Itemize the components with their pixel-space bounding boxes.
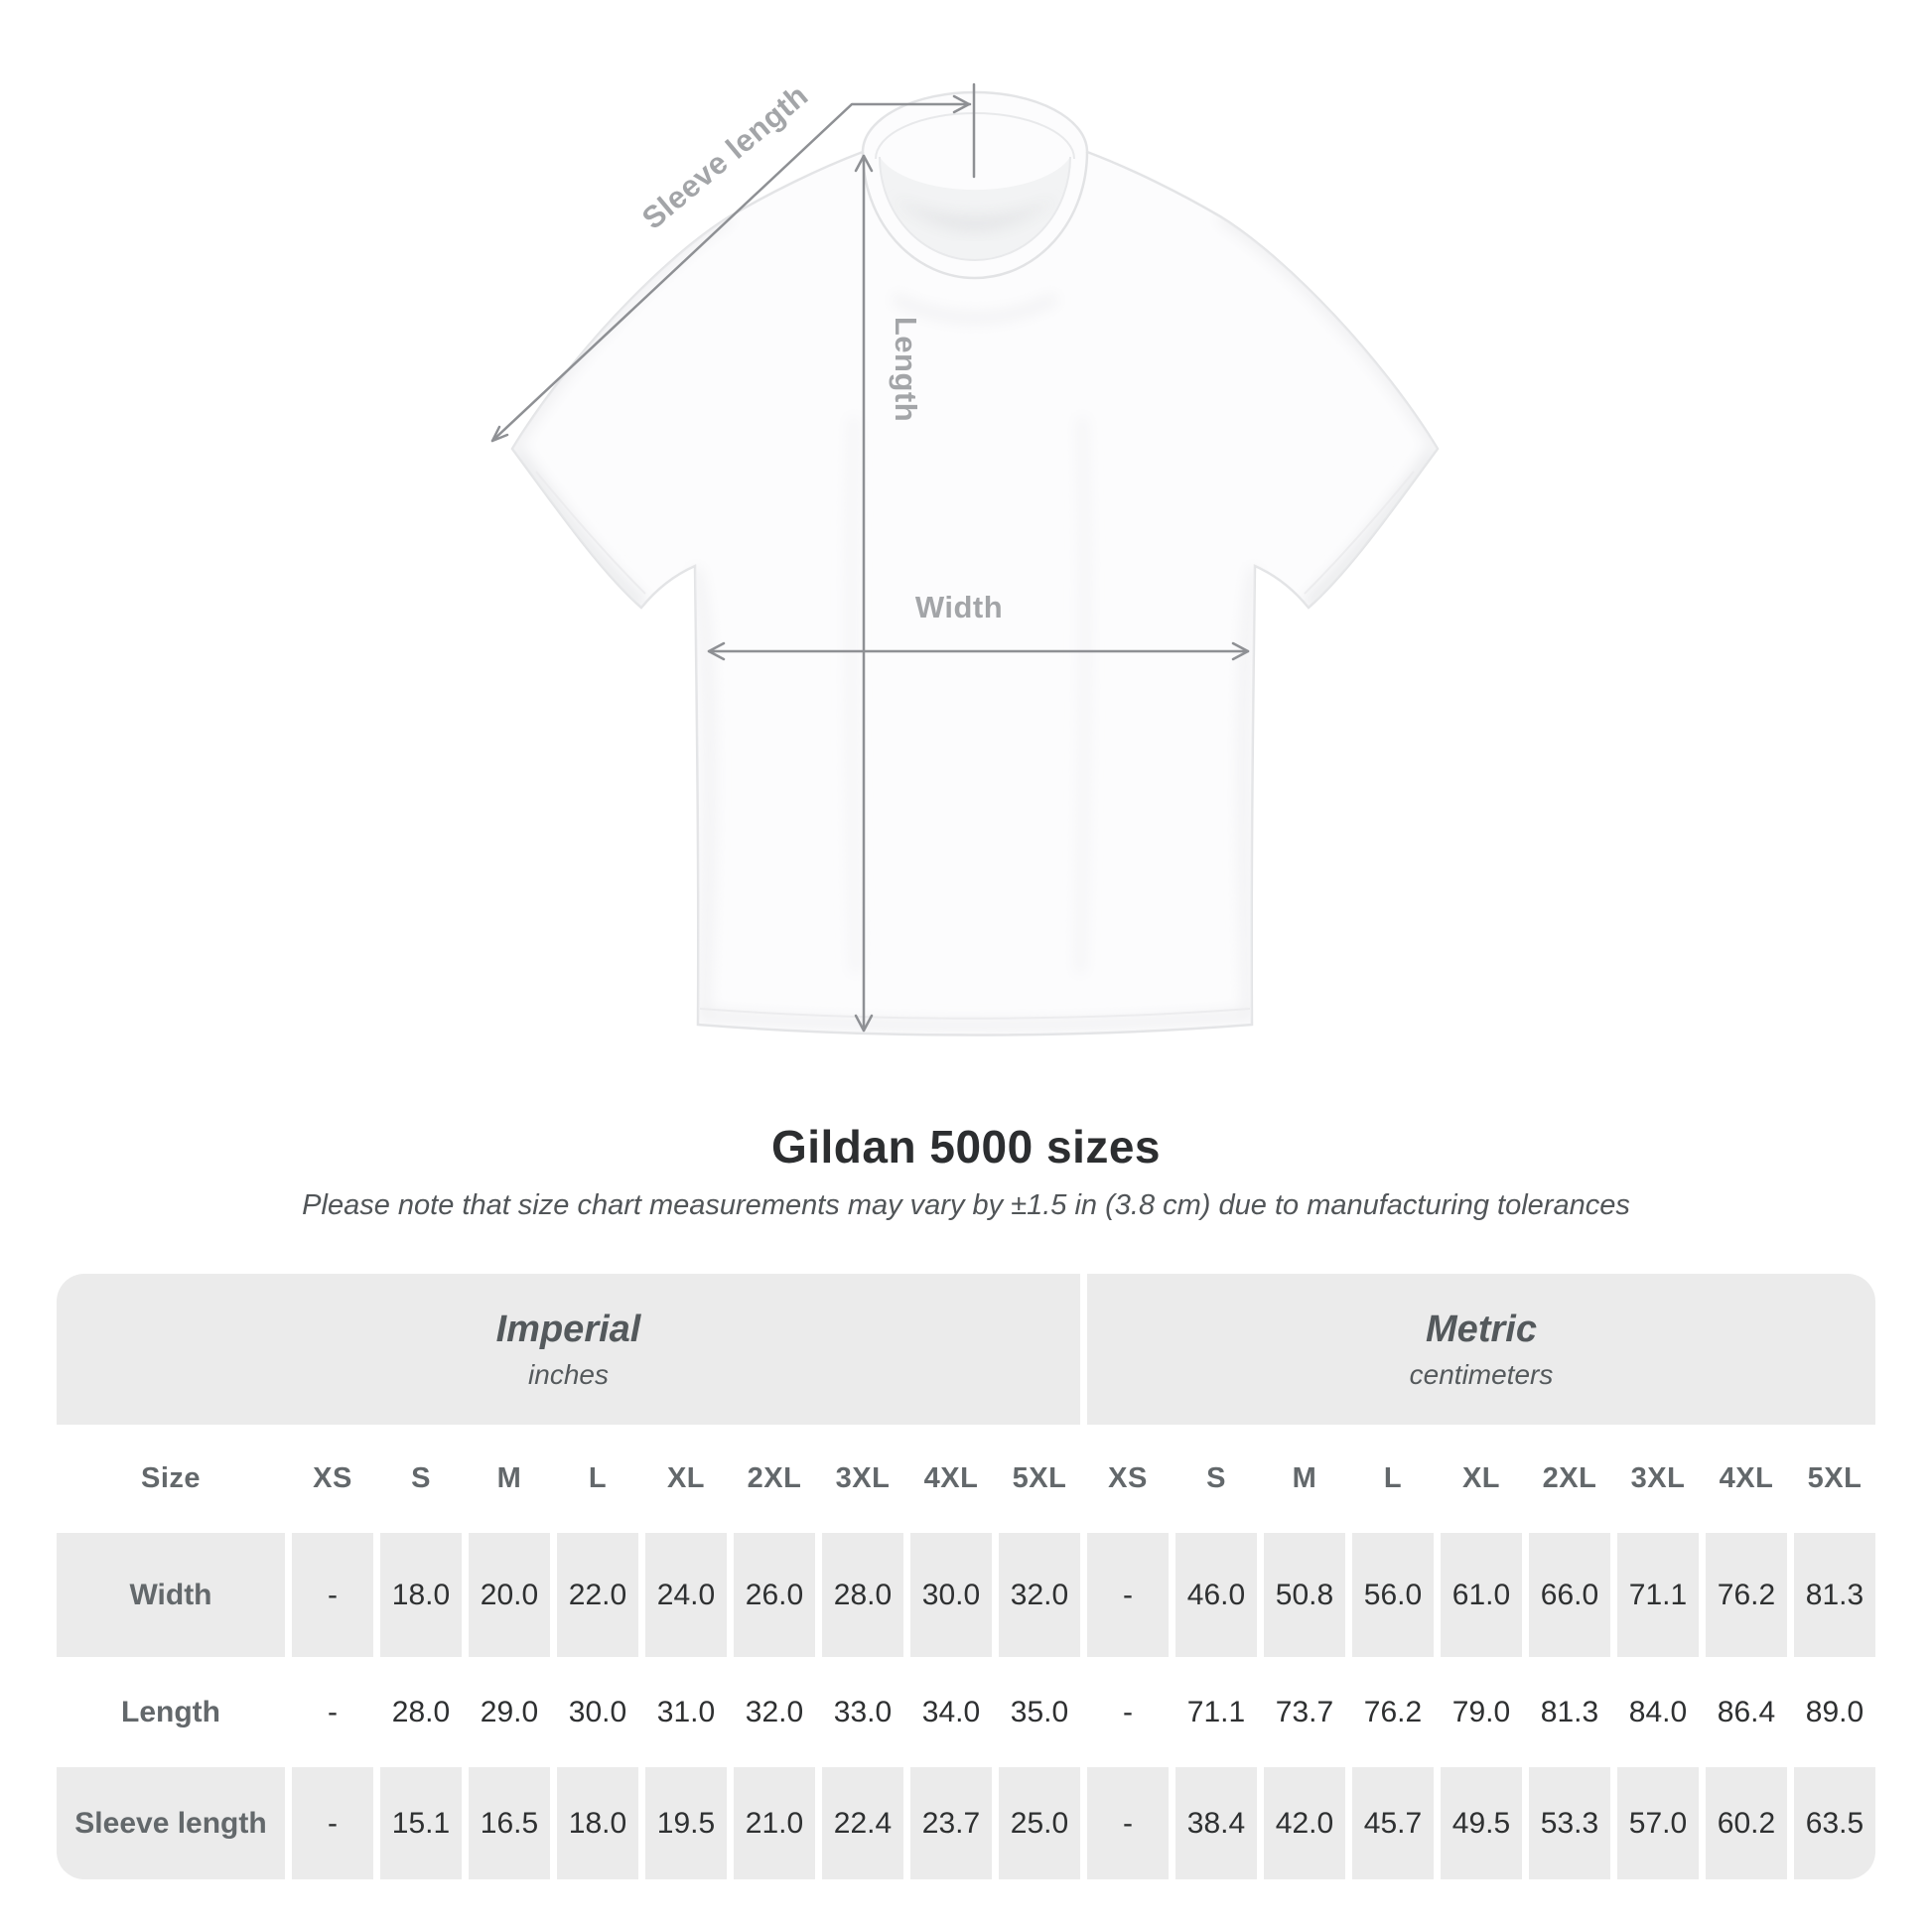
table-cell: 76.2: [1363, 1695, 1423, 1728]
table-cell: 81.3: [1540, 1695, 1599, 1728]
size-col-header: M: [496, 1462, 522, 1494]
unit-group-imperial: [57, 1274, 1080, 1425]
size-col-header: 3XL: [1630, 1462, 1686, 1494]
table-cell: 73.7: [1275, 1695, 1334, 1728]
table-cell: 32.0: [745, 1695, 804, 1728]
table-cell: 18.0: [557, 1767, 638, 1879]
size-col-header: XL: [666, 1462, 706, 1494]
size-col-header: S: [1206, 1462, 1226, 1494]
table-cell: 45.7: [1352, 1767, 1434, 1879]
row-label: Width: [57, 1533, 285, 1657]
table-cell: -: [1087, 1533, 1169, 1657]
table-cell: 71.1: [1186, 1695, 1246, 1728]
size-row-header: Size: [140, 1462, 202, 1494]
table-cell: 16.5: [469, 1767, 550, 1879]
table-cell: 86.4: [1717, 1695, 1776, 1728]
table-cell: 56.0: [1352, 1533, 1434, 1657]
metric-title: Metric: [1426, 1308, 1537, 1350]
size-col-header: 5XL: [1807, 1462, 1863, 1494]
table-cell: 35.0: [1010, 1695, 1069, 1728]
table-cell: 57.0: [1617, 1767, 1699, 1879]
table-cell: 46.0: [1175, 1533, 1257, 1657]
size-col-header: L: [588, 1462, 608, 1494]
size-col-header: M: [1292, 1462, 1317, 1494]
table-cell: 71.1: [1617, 1533, 1699, 1657]
size-col-header: 4XL: [923, 1462, 979, 1494]
width-label: Width: [914, 590, 1004, 624]
imperial-title: Imperial: [495, 1308, 641, 1350]
table-cell: -: [328, 1695, 338, 1728]
size-col-header: 3XL: [835, 1462, 891, 1494]
table-cell: 15.1: [380, 1767, 462, 1879]
size-col-header: S: [411, 1462, 431, 1494]
table-cell: 23.7: [910, 1767, 992, 1879]
unit-group-metric: [1087, 1274, 1875, 1425]
table-cell: 53.3: [1529, 1767, 1610, 1879]
table-cell: 66.0: [1529, 1533, 1610, 1657]
table-cell: 89.0: [1805, 1695, 1864, 1728]
size-col-header: XS: [313, 1462, 352, 1494]
sleeve-length-label: Sleeve length: [634, 77, 815, 236]
table-cell: -: [292, 1767, 373, 1879]
table-cell: 60.2: [1706, 1767, 1787, 1879]
table-cell: 29.0: [480, 1695, 539, 1728]
size-col-header: XS: [1108, 1462, 1148, 1494]
row-label: Length: [121, 1695, 220, 1728]
tshirt-illustration: [512, 92, 1438, 1035]
table-cell: 30.0: [568, 1695, 627, 1728]
size-col-header: XL: [1461, 1462, 1501, 1494]
page-title: Gildan 5000 sizes: [770, 1121, 1162, 1173]
table-cell: 38.4: [1175, 1767, 1257, 1879]
length-label: Length: [889, 316, 923, 423]
table-cell: 18.0: [380, 1533, 462, 1657]
table-cell: 30.0: [910, 1533, 992, 1657]
table-cell: 21.0: [734, 1767, 815, 1879]
table-cell: 42.0: [1264, 1767, 1345, 1879]
table-cell: 34.0: [921, 1695, 981, 1728]
table-cell: 25.0: [999, 1767, 1080, 1879]
size-col-header: 2XL: [747, 1462, 802, 1494]
table-cell: 24.0: [645, 1533, 727, 1657]
table-cell: 28.0: [822, 1533, 903, 1657]
table-cell: -: [1087, 1767, 1169, 1879]
table-cell: 63.5: [1794, 1767, 1875, 1879]
tolerance-note: Please note that size chart measurements may vary by ±1.5 in (3.8 cm) due to manufacturing tolerances: [302, 1189, 1630, 1221]
imperial-unit: inches: [528, 1358, 609, 1390]
table-cell: 79.0: [1451, 1695, 1511, 1728]
table-cell: 61.0: [1441, 1533, 1522, 1657]
table-cell: 22.4: [822, 1767, 903, 1879]
table-cell: 26.0: [734, 1533, 815, 1657]
table-cell: 84.0: [1628, 1695, 1688, 1728]
table-cell: 19.5: [645, 1767, 727, 1879]
row-label: Sleeve length: [57, 1767, 285, 1879]
table-cell: 49.5: [1441, 1767, 1522, 1879]
size-col-header: 4XL: [1719, 1462, 1774, 1494]
table-cell: 32.0: [999, 1533, 1080, 1657]
table-cell: -: [1123, 1695, 1133, 1728]
table-cell: 33.0: [833, 1695, 893, 1728]
size-chart-table: [57, 1274, 1875, 1879]
table-cell: 22.0: [557, 1533, 638, 1657]
table-cell: 20.0: [469, 1533, 550, 1657]
table-cell: -: [292, 1533, 373, 1657]
table-cell: 50.8: [1264, 1533, 1345, 1657]
table-cell: 76.2: [1706, 1533, 1787, 1657]
size-col-header: L: [1383, 1462, 1403, 1494]
metric-unit: centimeters: [1409, 1358, 1554, 1390]
size-col-header: 2XL: [1542, 1462, 1597, 1494]
table-cell: 81.3: [1794, 1533, 1875, 1657]
table-cell: 31.0: [656, 1695, 716, 1728]
title-block: [0, 1120, 1932, 1222]
table-cell: 28.0: [391, 1695, 451, 1728]
size-col-header: 5XL: [1012, 1462, 1067, 1494]
